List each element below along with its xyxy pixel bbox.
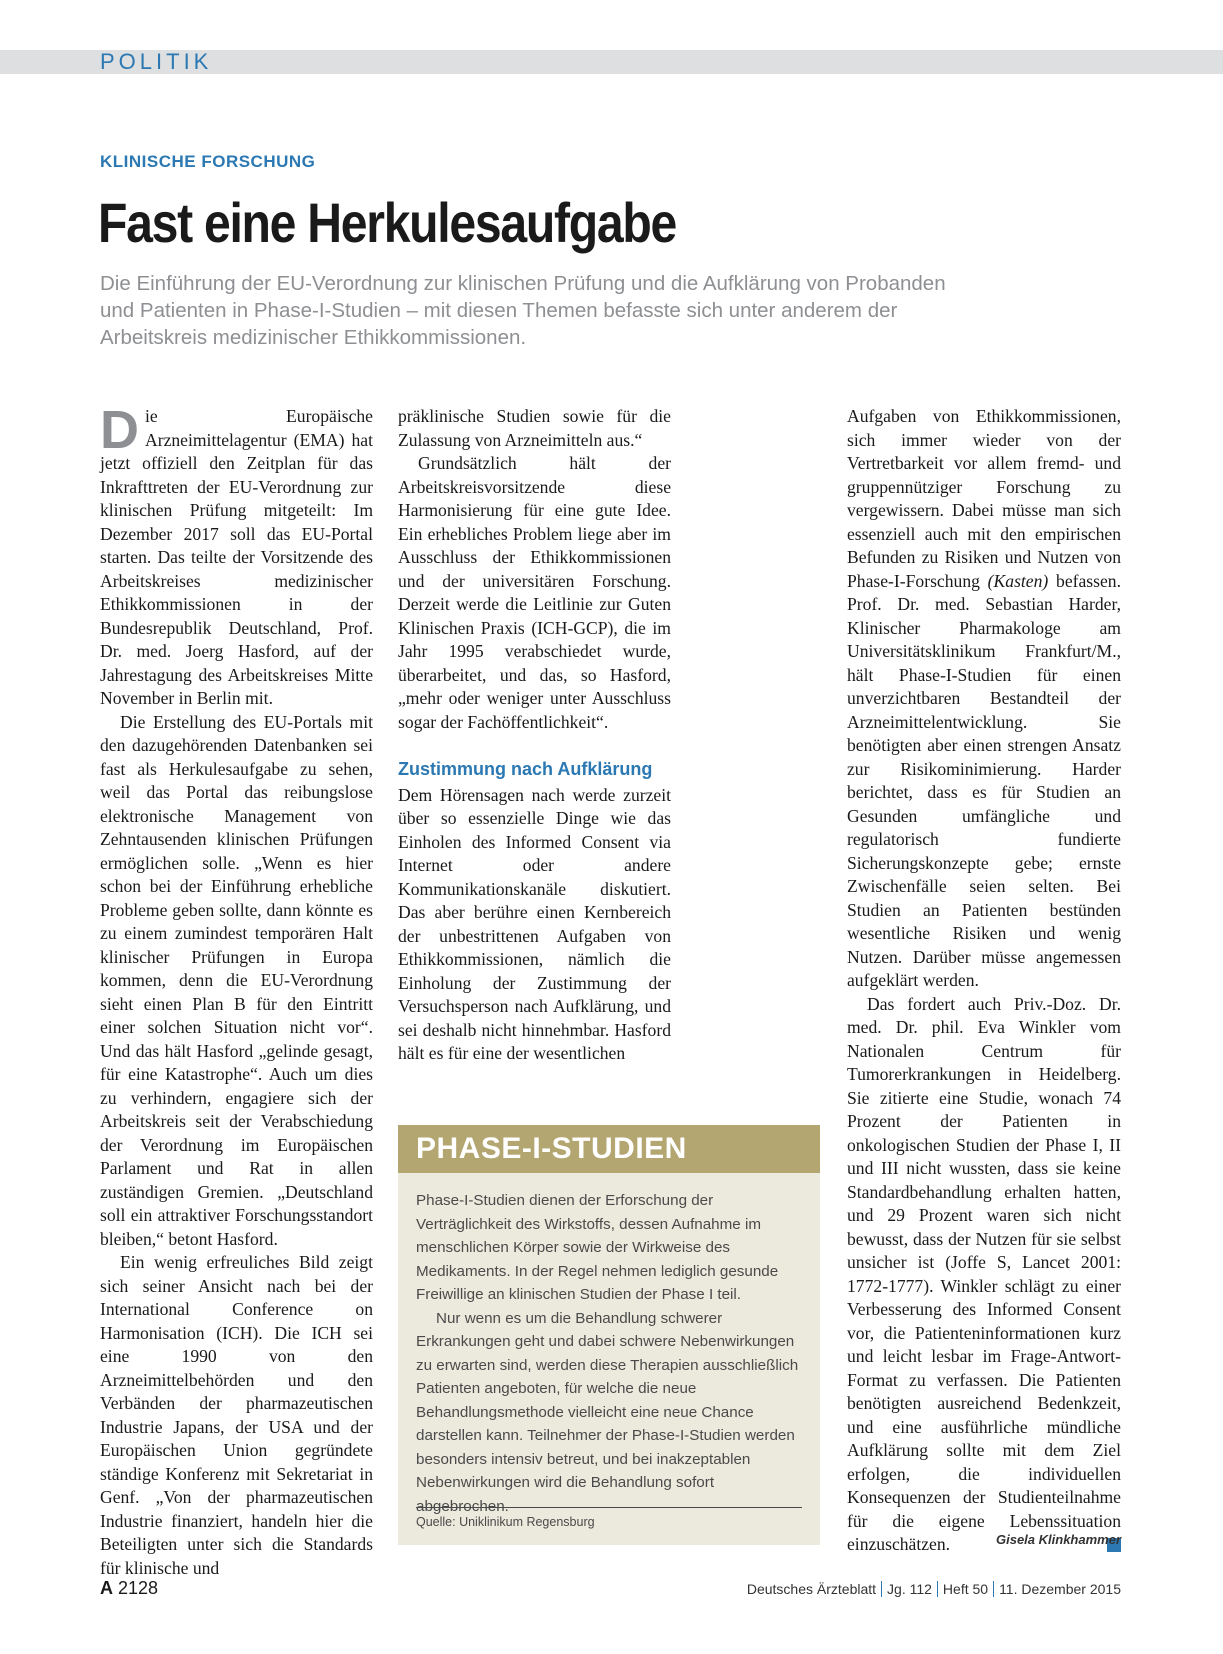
info-box-paragraph: Phase-I-Studien dienen der Erforschung der Verträglichkeit des Wirkstoffs, dessen Aufnahme im menschlichen Körper sowie der Wirkweise des Medikaments. In der Regel nehmen lediglich gesunde Freiwillige an klinischen Studien der Phase I teil.	[416, 1192, 779, 1303]
paragraph: Grundsätzlich hält der Arbeitskreisvorsitzende diese Harmonisierung für eine gute Idee. Ein erhebliches Problem liege aber im Ausschluss der Ethikkommissionen und der universitären Forschung. Derzeit werde die Leitlinie zur Guten Klinischen Praxis (ICH-GCP), die im Jahr 1995 verabschiedet wurde, überarbeitet, und das, so Hasford, „mehr oder weniger unter Ausschluss sogar der Fachöffentlichkeit“.	[398, 453, 671, 732]
column-3	[847, 405, 1121, 1557]
article-lead: Die Einführung der EU-Verordnung zur klinischen Prüfung und die Aufklärung von Probanden und Patienten in Phase-I-Studien – mit diesen Themen befasste sich unter anderem der Arbeitskreis medizinischer Ethikkommissionen.	[100, 272, 946, 349]
journal-name: Deutsches Ärzteblatt	[746, 1581, 877, 1597]
box-reference: (Kasten)	[987, 570, 1049, 591]
article-kicker: KLINISCHE FORSCHUNG	[100, 152, 316, 171]
page-number-value: 2128	[118, 1578, 159, 1598]
article-title: Fast eine Herkulesaufgabe	[98, 191, 677, 254]
info-box-paragraph: Nur wenn es um die Behandlung schwerer Erkrankungen geht und dabei schwere Nebenwirkungen zu erwarten sind, werden diese Therapien ausschließlich Patienten angeboten, für welche die neue Behandlungsmethode vielleicht eine neue Chance darstellen kann. Teilnehmer der Phase-I-Studien werden besonders intensiv betreut, und bei inakzeptablen Nebenwirkungen wird die Behandlung sofort abgebrochen.	[416, 1309, 799, 1515]
paragraph: präklinische Studien sowie für die Zulassung von Arzneimitteln aus.“	[398, 406, 671, 450]
journal-date: 11. Dezember 2015	[999, 1581, 1121, 1597]
column-1	[100, 400, 373, 1580]
journal-issue: Heft 50	[942, 1581, 989, 1597]
column-2	[398, 405, 671, 1066]
info-box	[398, 1125, 820, 1545]
section-label: POLITIK	[100, 49, 213, 74]
paragraph: Ein wenig erfreuliches Bild zeigt sich seiner Ansicht nach bei der International Conference on Harmonisation (ICH). Die ICH sei eine 1990 von den Arzneimittelbehörden und den Verbänden der pharmazeutischen Industrie Japans, der USA und der Europäischen Union gegründete ständige Konferenz mit Sekretariat in Genf. „Von der pharmazeutischen Industrie finanziert, handeln hier die Beteiligten unter sich die Standards für klinische und	[100, 1252, 373, 1578]
paragraph-text: befassen. Prof. Dr. med. Sebastian Harder, Klinischer Pharmakologe am Universitätsklinikum Frankfurt/M., hält Phase-I-Studien für einen unverzichtbaren Bestandteil der Arzneimittelentwicklung. Sie benötigten aber einen strengen Ansatz zur Risikominimierung. Harder berichtet, dass es für Studien an Gesunden umfängliche und regulatorisch fundierte Sicherungskonzepte gebe; ernste Zwischenfälle seien selten. Bei Studien an Patienten bestünden wesentliche Risiken und wenig Nutzen. Darüber müsse angemessen aufgeklärt werden.	[847, 570, 1121, 990]
paragraph-text: Aufgaben von Ethikkommissionen, sich immer wieder von der Vertretbarkeit vor allem fremd- und gruppennütziger Forschung zu vergewissern. Dabei müsse man sich essenziell auch mit den empirischen Befunden zu Risiken und Nutzen von Phase-I-Forschung	[847, 406, 1121, 591]
page-prefix: A	[100, 1578, 113, 1598]
info-box-divider	[416, 1507, 802, 1508]
paragraph: Dem Hörensagen nach werde zurzeit über so essenzielle Dinge wie das Einholen des Informed Consent via Internet oder andere Kommunikationskanäle diskutiert. Das aber berühre einen Kernbereich der unbestrittenen Aufgaben von Ethikkommissionen, nämlich die Einholung der Zustimmung der Versuchsperson nach Aufklärung, und sei deshalb nicht hinnehmbar. Hasford hält es für eine der wesentlichen	[398, 784, 671, 1063]
subheading: Zustimmung nach Aufklärung	[398, 759, 653, 779]
dropcap: D	[100, 400, 139, 460]
info-box-title: PHASE-I-STUDIEN	[398, 1125, 820, 1173]
paragraph-text: ie Europäische Arzneimittelagentur (EMA) hat jetzt offiziell den Zeitplan für das Inkrafttreten der EU-Verordnung zur klinischen Prüfung mitgeteilt: Im Dezember 2017 soll das EU-Portal starten. Das teilte der Vorsitzende des Arbeitskreises medizinischer Ethikkommissionen in der Bundesrepublik Deutschland, Prof. Dr. med. Joerg Hasford, auf der Jahrestagung des Arbeitskreises Mitte November in Berlin mit.	[100, 406, 373, 708]
separator	[937, 1581, 938, 1597]
info-box-body	[398, 1173, 820, 1518]
paragraph	[100, 400, 373, 711]
separator	[993, 1581, 994, 1597]
journal-info	[747, 1581, 1121, 1597]
info-box-source: Quelle: Uniklinikum Regensburg	[416, 1515, 595, 1529]
paragraph	[847, 993, 1121, 1557]
separator	[881, 1581, 882, 1597]
page-number	[100, 1578, 158, 1599]
journal-volume: Jg. 112	[887, 1581, 932, 1597]
paragraph: Die Erstellung des EU-Portals mit den dazugehörenden Datenbanken sei fast als Herkulesaufgabe zu sehen, weil das Portal das reibungslose elektronische Management von Zehntausenden klinischen Prüfungen ermöglichen solle. „Wenn es hier schon bei der Einführung erhebliche Probleme geben sollte, dann könnte es zu einem zumindest temporären Halt klinischer Prüfungen in Europa kommen, denn die EU-Verordnung sieht einen Plan B für den Eintritt einer solchen Situation nicht vor“. Und das hält Hasford „gelinde gesagt, für eine Katastrophe“. Auch um dies zu verhindern, engagiere sich der Arbeitskreis seit der Verabschiedung der Verordnung im Europäischen Parlament und Rat in allen zuständigen Gremien. „Deutschland soll ein attraktiver Forschungsstandort bleiben,“ betont Hasford.	[100, 711, 373, 1249]
paragraph	[847, 405, 1121, 993]
paragraph-text: Das fordert auch Priv.-Doz. Dr. med. Dr. phil. Eva Winkler vom Nationalen Centrum für Tumorerkrankungen in Heidelberg. Sie zitierte eine Studie, wonach 74 Prozent der Patienten in onkologischen Studien der Phase I, II und III nicht wussten, dass sie keine Standardbehandlung erhalten hatten, und 29 Prozent waren sich nicht bewusst, dass der Nutzen für sie selbst unsicher ist (Joffe S, Lancet 2001: 1772-1777). Winkler schlägt zu einer Verbesserung des Informed Consent vor, die Patienteninformationen kurz und leicht lesbar im Frage-Antwort-Format zu verfassen. Die Patienten benötigten ausreichend Bedenkzeit, und eine ausführliche mündliche Aufklärung sollte mit dem Ziel erfolgen, die individuellen Konsequenzen der Studienteilnahme für die eigene Lebenssituation einzuschätzen.	[847, 993, 1121, 1554]
author-byline: Gisela Klinkhammer	[996, 1532, 1121, 1547]
